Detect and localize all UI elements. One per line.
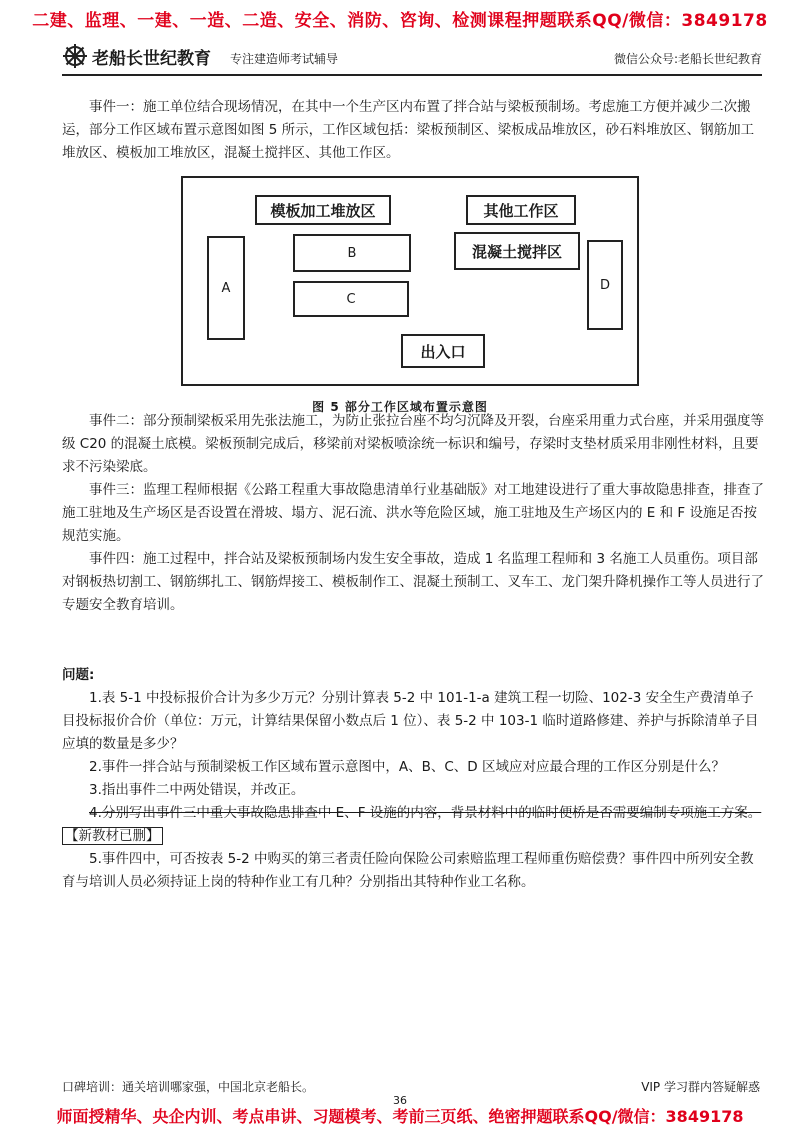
- figure-caption: 图 5 部分工作区域布置示意图: [312, 400, 488, 414]
- zone-other: 其他工作区: [466, 195, 576, 225]
- brand-name: 老船长世纪教育: [92, 48, 211, 69]
- deleted-note: 【新教材已删】: [62, 827, 163, 845]
- events-section: [62, 410, 764, 617]
- question-4-text: 4.分别写出事件三中重大事故隐患排查中 E、F 设施的内容，背景材料中的临时便桥是否需要编制专项施工方案。: [89, 805, 762, 821]
- brand-logo: [62, 42, 211, 70]
- zone-gate: 出入口: [401, 334, 485, 368]
- event4-text: 事件四：施工过程中，拌合站及梁板预制场内发生安全事故，造成 1 名监理工程师和 3 名施工人员重伤。项目部对钢板热切割工、钢筋绑扎工、钢筋焊接工、模板制作工、混凝土预制工、叉车工、龙门架升降机操作工等人员进行了专题安全教育培训。: [62, 551, 764, 613]
- zone-c: C: [293, 281, 409, 317]
- question-1: 1.表 5-1 中投标报价合计为多少万元？分别计算表 5-2 中 101-1-a 建筑工程一切险、102-3 安全生产费清单子目投标报价合价（单位：万元，计算结果保留小数点后 1 位）、表 5-2 中 103-1 临时道路修建、养护与拆除清单子目应填的数量是多少？: [62, 690, 759, 752]
- event1-text: 事件一：施工单位结合现场情况，在其中一个生产区内布置了拌合站与梁板预制场。考虑施工方便并减少二次搬运，部分工作区域布置示意图如图 5 所示，工作区域包括：梁板预制区、梁板成品堆放区，砂石料堆放区、钢筋加工堆放区、模板加工堆放区，混凝土搅拌区、其他工作区。: [62, 99, 755, 161]
- event3-text: 事件三：监理工程师根据《公路工程重大事故隐患清单行业基础版》对工地建设进行了重大事故隐患排查，排查了施工驻地及生产场区是否设置在滑坡、塌方、泥石流、洪水等危险区域，施工驻地及生产场区内的 E 和 F 设施足否按规范实施。: [62, 482, 764, 544]
- zone-d: D: [587, 240, 623, 330]
- header-wechat: 微信公众号:老船长世纪教育: [613, 52, 762, 66]
- page-number: 36: [393, 1094, 407, 1107]
- question-2: 2.事件一拌合站与预制梁板工作区域布置示意图中，A、B、C、D 区域应对应最合理的工作区分别是什么？: [89, 759, 725, 775]
- event2-text: 事件二：部分预制梁板采用先张法施工，为防止张拉台座不均匀沉降及开裂，台座采用重力式台座，并采用强度等级 C20 的混凝土底模。梁板预制完成后，移梁前对梁板喷涂统一标识和编号，存梁时支垫材质采用非刚性材料，且要求不污染梁底。: [62, 413, 764, 475]
- zone-b: B: [293, 234, 411, 272]
- ship-wheel-icon: [62, 43, 88, 69]
- event1-section: [62, 96, 764, 165]
- header-slogan: 专注建造师考试辅导: [230, 52, 339, 66]
- footer-left: 口碑培训：通关培训哪家强，中国北京老船长。: [62, 1080, 315, 1094]
- zone-a: A: [207, 236, 245, 340]
- questions-title: 问题:: [62, 667, 95, 683]
- footer-right: VIP 学习群内答疑解惑: [641, 1080, 760, 1094]
- question-4: [62, 802, 764, 848]
- zone-concrete-mixing: 混凝土搅拌区: [454, 232, 580, 270]
- question-3: 3.指出事件二中两处错误，并改正。: [89, 782, 305, 798]
- page-header: [62, 40, 762, 76]
- question-5: 5.事件四中，可否按表 5-2 中购买的第三者责任险向保险公司索赔监理工程师重伤赔偿费？事件四中所列安全教育与培训人员必须持证上岗的特种作业工有几种？分别指出其特种作业工名称。: [62, 851, 754, 890]
- top-banner: 二建、监理、一建、一造、二造、安全、消防、咨询、检测课程押题联系QQ/微信：3849178: [32, 11, 768, 31]
- zone-mold-storage: 模板加工堆放区: [255, 195, 391, 225]
- bottom-banner: 师面授精华、央企内训、考点串讲、习题模考、考前三页纸、绝密押题联系QQ/微信：3849178: [56, 1107, 744, 1126]
- questions-section: [62, 664, 764, 894]
- layout-diagram: [181, 176, 639, 386]
